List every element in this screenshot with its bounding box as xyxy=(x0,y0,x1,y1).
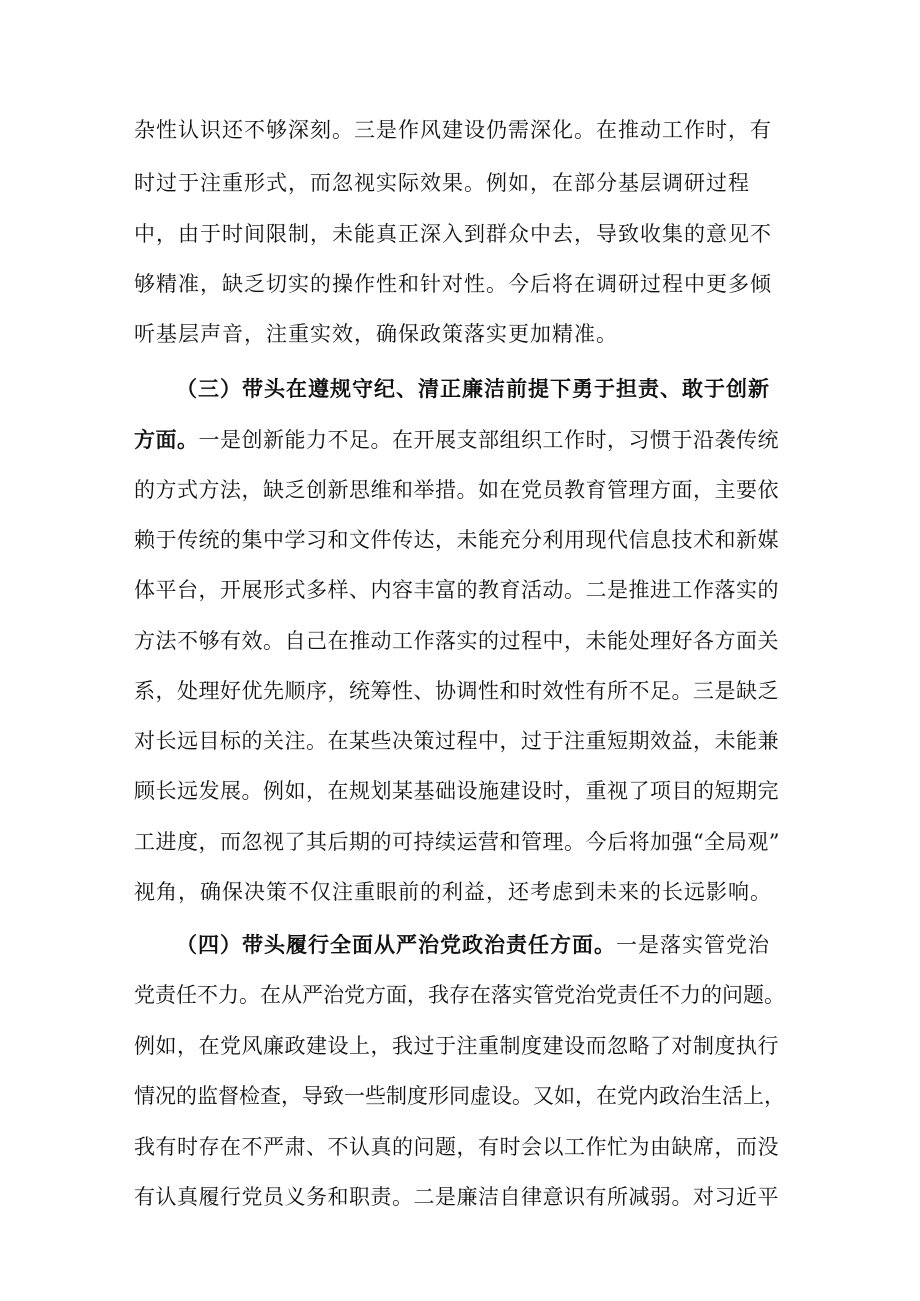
section-3-heading-line-2: 方面。 xyxy=(134,427,199,452)
paragraph-2-line-8: 对长远目标的关注。在某些决策过程中，过于注重短期效益，未能兼 xyxy=(134,729,779,753)
paragraph-1-line-5: 听基层声音，注重实效，确保政策落实更加精准。 xyxy=(134,322,618,346)
section-3-heading-line-1: （三）带头在遵规守纪、清正廉洁前提下勇于担责、敢于创新 xyxy=(176,376,770,401)
paragraph-2-line-3: 的方式方法，缺乏创新思维和举措。如在党员教育管理方面，主要依 xyxy=(134,478,779,502)
paragraph-2-line-11: 视角，确保决策不仅注重眼前的利益，还考虑到未来的长远影响。 xyxy=(134,880,772,904)
paragraph-1-line-4: 够精准，缺乏切实的操作性和针对性。今后将在调研过程中更多倾 xyxy=(134,272,772,296)
paragraph-1-line-3: 中，由于时间限制，未能真正深入到群众中去，导致收集的意见不 xyxy=(134,222,772,246)
paragraph-2-line-7: 系，处理好优先顺序，统筹性、协调性和时效性有所不足。三是缺乏 xyxy=(134,679,779,703)
paragraph-3-line-1-text: 一是落实管党治 xyxy=(616,933,770,957)
paragraph-2-line-9: 顾长远发展。例如，在规划某基础设施建设时，重视了项目的短期完 xyxy=(134,779,779,803)
paragraph-1-line-1: 杂性认识还不够深刻。三是作风建设仍需深化。在推动工作时，有 xyxy=(134,118,772,142)
paragraph-2-line-4: 赖于传统的集中学习和文件传达，未能充分利用现代信息技术和新媒 xyxy=(134,528,779,552)
paragraph-2-line-5: 体平台，开展形式多样、内容丰富的教育活动。二是推进工作落实的 xyxy=(134,578,779,602)
paragraph-3-line-5: 我有时存在不严肃、不认真的问题，有时会以工作忙为由缺席，而没 xyxy=(134,1135,779,1159)
paragraph-3-line-3: 例如，在党风廉政建设上，我过于注重制度建设而忽略了对制度执行 xyxy=(134,1034,779,1058)
paragraph-1-line-2: 时过于注重形式，而忽视实际效果。例如，在部分基层调研过程 xyxy=(134,171,750,195)
paragraph-2-line-6: 方法不够有效。自己在推动工作落实的过程中，未能处理好各方面关 xyxy=(134,629,779,653)
paragraph-3-line-6: 有认真履行党员义务和职责。二是廉洁自律意识有所减弱。对习近平 xyxy=(134,1185,779,1209)
paragraph-2-line-2 xyxy=(134,427,779,453)
paragraph-2-line-2-text: 一是创新能力不足。在开展支部组织工作时，习惯于沿袭传统 xyxy=(198,428,779,452)
paragraph-3-line-2: 党责任不力。在从严治党方面，我存在落实管党治党责任不力的问题。 xyxy=(134,983,785,1007)
paragraph-3-line-1 xyxy=(176,932,770,958)
paragraph-2-line-10: 工进度，而忽视了其后期的可持续运营和管理。今后将加强“全局观” xyxy=(134,830,780,854)
paragraph-3-line-4: 情况的监督检查，导致一些制度形同虚设。又如，在党内政治生活上， xyxy=(134,1084,785,1108)
section-4-heading: （四）带头履行全面从严治党政治责任方面。 xyxy=(176,932,616,957)
